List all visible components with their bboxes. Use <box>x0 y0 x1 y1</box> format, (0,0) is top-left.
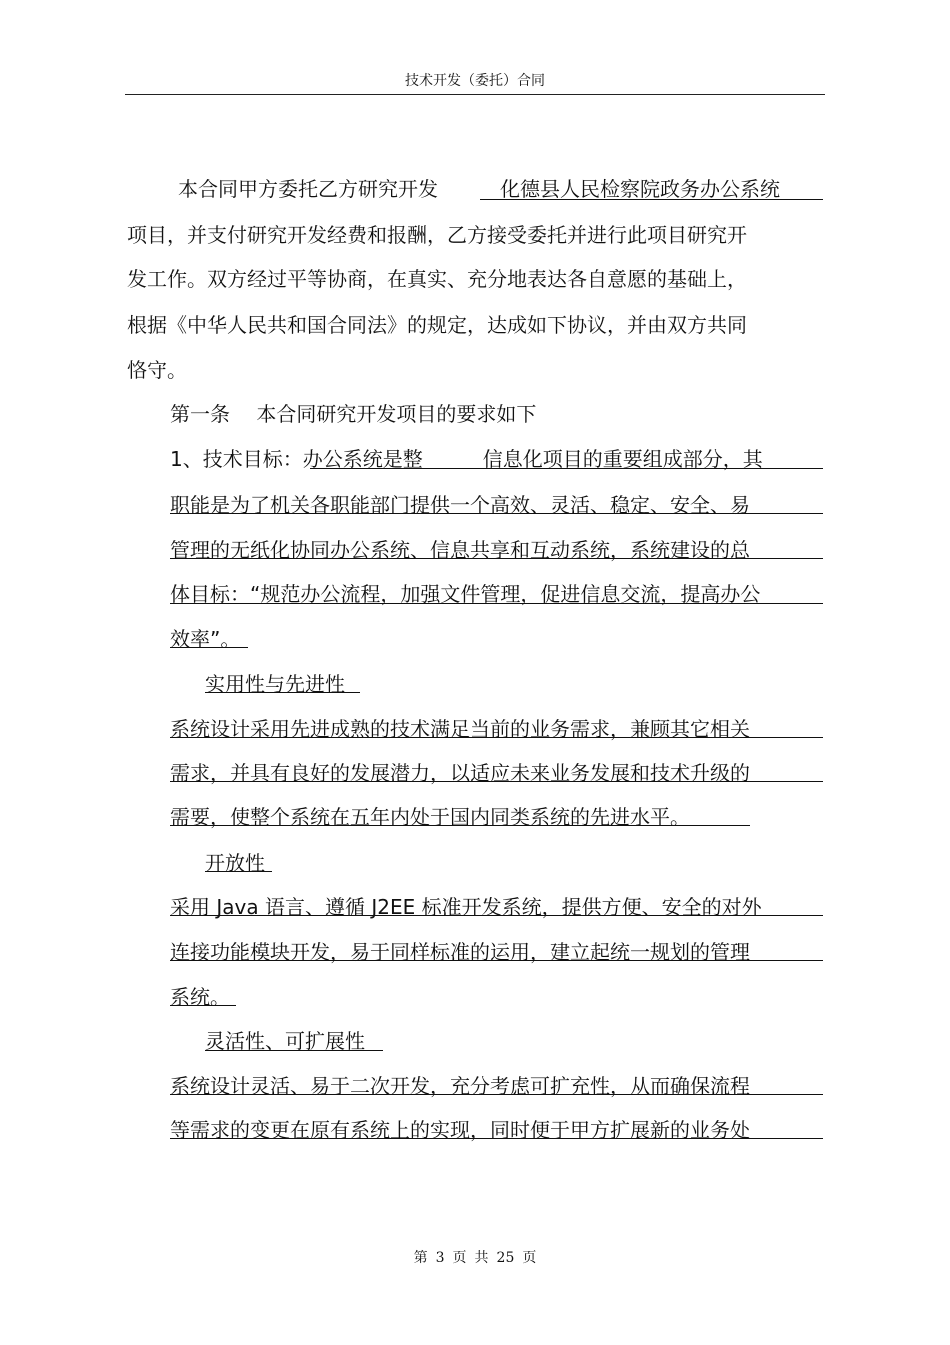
goal-line-1: 1、技术目标：办公系统是整 信息化项目的重要组成部分，其 <box>170 447 763 471</box>
practicality-line-3-underline <box>170 825 750 826</box>
practicality-line-2: 需求，并具有良好的发展潜力，以适应未来业务发展和技术升级的 <box>170 761 750 785</box>
page-footer <box>0 1247 950 1267</box>
flexibility-line-2-underline <box>170 1138 823 1139</box>
goal-line-2: 职能是为了机关各职能部门提供一个高效、灵活、稳定、安全、易 <box>170 493 750 517</box>
flexibility-line-2: 等需求的变更在原有系统上的实现，同时便于甲方扩展新的业务处 <box>170 1118 750 1142</box>
header-divider <box>125 94 825 95</box>
project-name: 化德县人民检察院政务办公系统 <box>500 177 780 201</box>
page-label: 第 <box>413 1250 428 1266</box>
practicality-line-3: 需要，使整个系统在五年内处于国内同类系统的先进水平。 <box>170 805 690 829</box>
section-title-flexibility: 灵活性、可扩展性 <box>205 1029 365 1053</box>
goal-line-3: 管理的无纸化协同办公系统、信息共享和互动系统，系统建设的总 <box>170 538 750 562</box>
total-pages: 25 <box>496 1250 515 1266</box>
goal-line-1-underline <box>310 468 823 469</box>
openness-line-3-underline <box>170 1005 236 1006</box>
project-name-underline <box>480 199 823 200</box>
preamble-line-3: 发工作。双方经过平等协商，在真实、充分地表达各自意愿的基础上， <box>127 267 747 291</box>
goal-line-4: 体目标：“规范办公流程，加强文件管理，促进信息交流，提高办公 <box>170 582 761 606</box>
openness-line-2: 连接功能模块开发，易于同样标准的运用，建立起统一规划的管理 <box>170 940 750 964</box>
practicality-line-2-underline <box>170 781 823 782</box>
goal-line-5: 效率”。 <box>170 627 241 651</box>
section-title-practicality-underline <box>205 692 360 693</box>
openness-line-3: 系统。 <box>170 985 230 1009</box>
section-title-flexibility-underline <box>205 1050 383 1051</box>
page-unit: 页 <box>452 1250 467 1266</box>
preamble-line-1: 本合同甲方委托乙方研究开发 <box>178 177 438 201</box>
document-title: 技术开发（委托）合同 <box>405 73 545 89</box>
total-label: 共 <box>474 1250 489 1266</box>
preamble-line-2: 项目，并支付研究开发经费和报酬，乙方接受委托并进行此项目研究开 <box>127 223 747 247</box>
total-unit: 页 <box>522 1250 537 1266</box>
openness-line-1-underline <box>170 915 823 916</box>
article-1-heading: 第一条 本合同研究开发项目的要求如下 <box>170 402 537 426</box>
section-title-openness: 开放性 <box>205 851 265 875</box>
openness-line-1: 采用 Java 语言、遵循 J2EE 标准开发系统，提供方便、安全的对外 <box>170 895 762 919</box>
goal-line-5-underline <box>170 647 248 648</box>
section-title-openness-underline <box>205 871 272 872</box>
preamble-line-4: 根据《中华人民共和国合同法》的规定，达成如下协议，并由双方共同 <box>127 313 747 337</box>
openness-line-2-underline <box>170 960 823 961</box>
practicality-line-1: 系统设计采用先进成熟的技术满足当前的业务需求，兼顾其它相关 <box>170 717 750 741</box>
preamble-line-5: 恪守。 <box>127 358 187 382</box>
practicality-line-1-underline <box>170 737 823 738</box>
goal-line-3-underline <box>170 558 823 559</box>
goal-line-2-underline <box>170 513 823 514</box>
page-number: 3 <box>435 1250 445 1266</box>
flexibility-line-1: 系统设计灵活、易于二次开发，充分考虑可扩充性，从而确保流程 <box>170 1074 750 1098</box>
goal-line-4-underline <box>170 603 823 604</box>
section-title-practicality: 实用性与先进性 <box>205 672 345 696</box>
flexibility-line-1-underline <box>170 1094 823 1095</box>
